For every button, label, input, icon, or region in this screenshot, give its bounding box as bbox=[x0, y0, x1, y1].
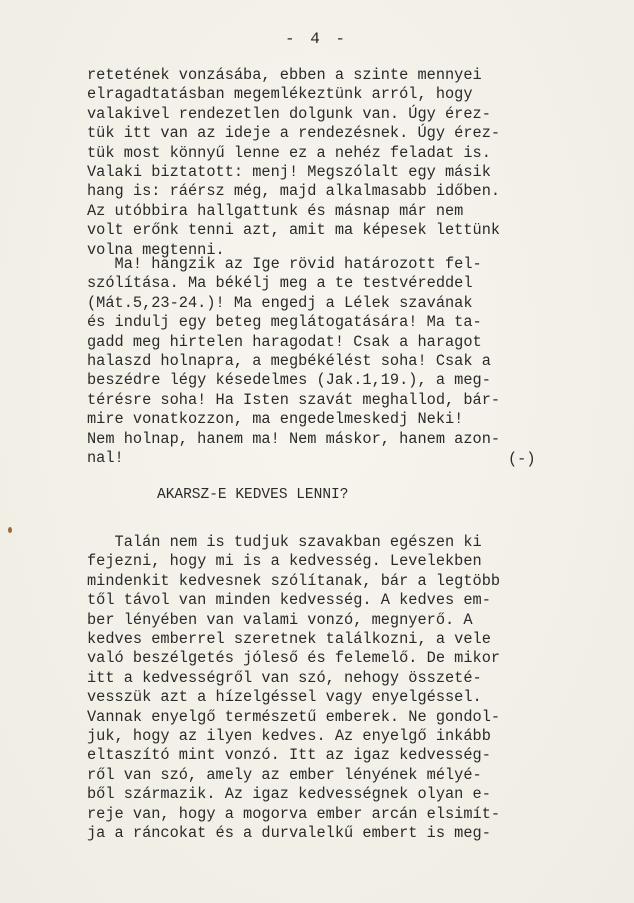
text-line: (Mát.5,23-24.)! Ma engedj a Lélek szavának bbox=[87, 293, 473, 312]
text-line: mire vonatkozzon, ma engedelmeskedj Neki! bbox=[87, 410, 464, 429]
text-line: volna megtenni. bbox=[87, 240, 225, 259]
text-line: elragadtatásban megemlékeztünk arról, hogy bbox=[87, 85, 473, 104]
text-line: tük itt van az ideje a rendezésnek. Úgy érez- bbox=[87, 124, 501, 143]
text-line: nal! bbox=[87, 449, 124, 467]
text-line: fejezni, hogy mi is a kedvesség. Levelekben bbox=[87, 552, 482, 571]
text-line: kedves emberrel szeretnek találkozni, a vele bbox=[87, 630, 491, 648]
text-line: halaszd holnapra, a megbékélést soha! Csak a bbox=[87, 352, 491, 370]
section-title: AKARSZ-E KEDVES LENNI? bbox=[157, 487, 349, 503]
text-line: való beszélgetés jóleső és felemelő. De mikor bbox=[87, 649, 501, 668]
page-number: - 4 - bbox=[285, 30, 349, 48]
text-line: ber lényében van valami vonzó, megnyerő. A bbox=[87, 610, 473, 629]
paper-speck bbox=[8, 527, 12, 533]
text-line: térésre soha! Ha Isten szavát meghallod, bár- bbox=[87, 390, 501, 409]
text-line: Az utóbbira hallgattunk és másnap már nem bbox=[87, 201, 464, 220]
text-line: valakivel rendezetlen dolgunk van. Úgy érez- bbox=[87, 104, 491, 123]
end-mark: (-) bbox=[508, 450, 536, 468]
text-line: mindenkit kedvesnek szólítanak, bár a legtöbb bbox=[87, 571, 501, 590]
text-line: volt erőnk tenni azt, amit ma képesek lettünk bbox=[87, 221, 501, 240]
text-line: reje van, hogy a mogorva ember arcán elsimít- bbox=[87, 804, 501, 823]
text-line: hang is: ráérsz még, majd alkalmasabb időben. bbox=[87, 182, 501, 201]
text-line: Ma! hangzik az Ige rövid határozott fel- bbox=[87, 255, 482, 273]
text-line: retetének vonzásába, ebben a szinte mennyei bbox=[87, 66, 482, 84]
text-line: eltaszító mint vonzó. Itt az igaz kedvesség- bbox=[87, 746, 491, 765]
text-line: ről van szó, amely az ember lényének mélyé- bbox=[87, 765, 482, 784]
text-line: Nem holnap, hanem ma! Nem máskor, hanem azon- bbox=[87, 429, 501, 448]
text-line: szólítása. Ma békélj meg a te testvéreddel bbox=[87, 274, 473, 293]
text-line: tük most könnyű lenne ez a nehéz feladat is. bbox=[87, 143, 491, 162]
text-line: től távol van minden kedvesség. A kedves em- bbox=[87, 591, 491, 610]
text-line: Vannak enyelgő természetű emberek. Ne gondol- bbox=[87, 707, 501, 726]
text-line: vesszük azt a hízelgéssel vagy enyelgéssel. bbox=[87, 688, 482, 707]
text-line: Talán nem is tudjuk szavakban egészen ki bbox=[87, 533, 482, 551]
text-line: Valaki biztatott: menj! Megszólalt egy másik bbox=[87, 163, 491, 181]
text-line: itt a kedvességről van szó, nehogy összeté- bbox=[87, 668, 482, 687]
text-line: ja a ráncokat és a durvalelkű embert is meg- bbox=[87, 824, 491, 842]
text-line: ből származik. Az igaz kedvességnek olyan e- bbox=[87, 785, 491, 804]
text-line: gadd meg hirtelen haragodat! Csak a haragot bbox=[87, 332, 482, 351]
text-line: beszédre légy késedelmes (Jak.1,19.), a meg- bbox=[87, 371, 491, 390]
text-line: juk, hogy az ilyen kedves. Az enyelgő inkább bbox=[87, 727, 491, 745]
text-line: és indulj egy beteg meglátogatására! Ma ta- bbox=[87, 313, 482, 332]
